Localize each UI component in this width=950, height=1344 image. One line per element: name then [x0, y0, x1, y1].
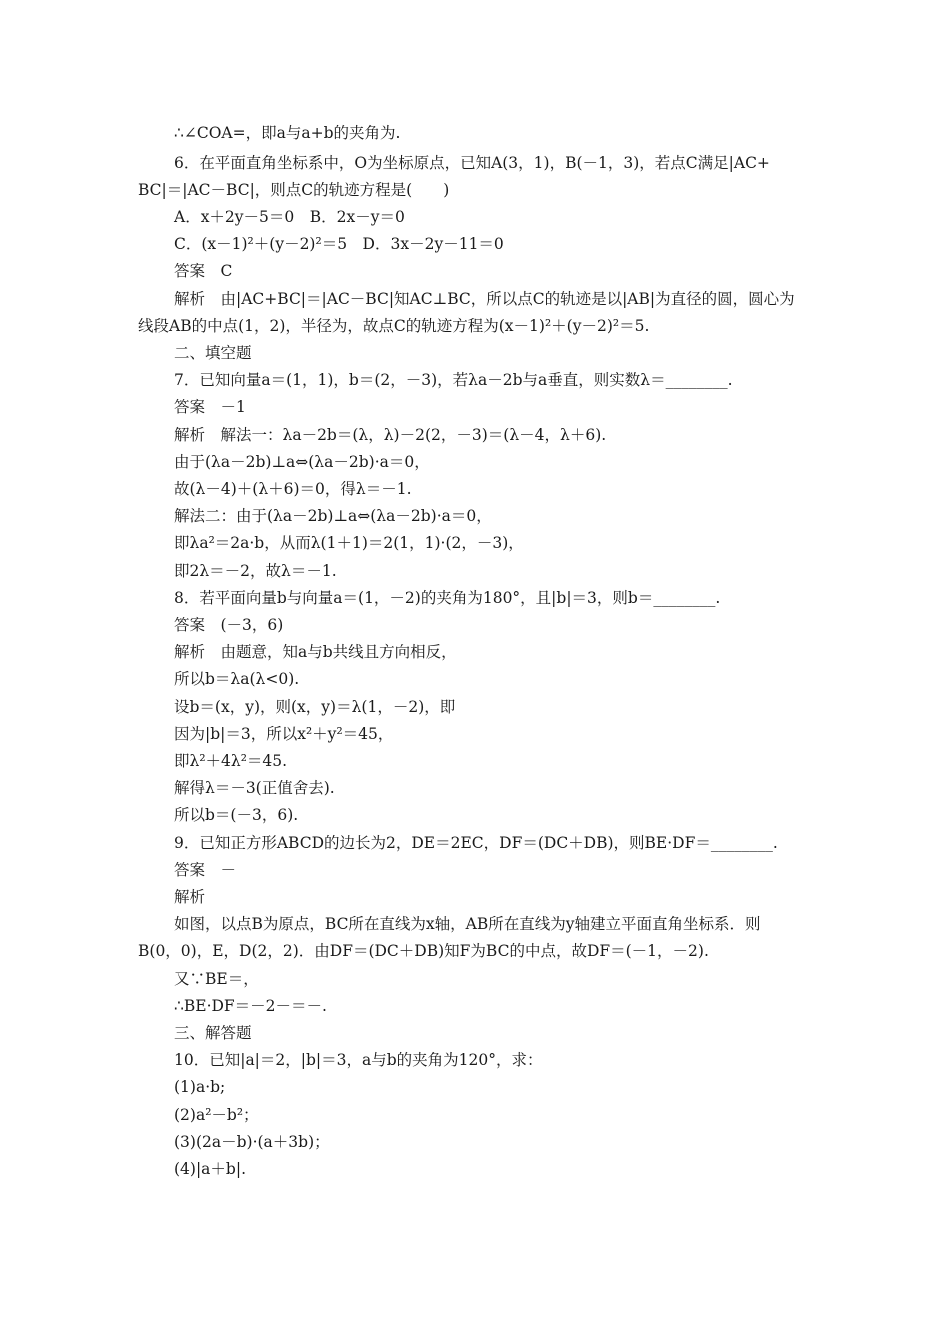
text-line-q10-part1: (1)a·b; — [174, 1078, 226, 1096]
text-line-q10-stem: 10．已知|a|＝2，|b|＝3，a与b的夹角为120°，求： — [174, 1051, 543, 1069]
text-line-coa-angle: ∴∠COA=，即a与a+b的夹角为. — [174, 124, 401, 142]
text-line-q7-answer: 答案 －1 — [174, 398, 246, 416]
text-line-q9-answer: 答案 － — [174, 861, 237, 879]
text-line-q8-stem: 8．若平面向量b与向量a＝(1，－2)的夹角为180°，且|b|＝3，则b＝________. — [174, 589, 721, 607]
text-line-q7-result1: 故(λ－4)＋(λ＋6)＝0，得λ＝－1. — [174, 480, 412, 498]
text-line-q7-result2: 即2λ＝－2，故λ＝－1. — [174, 562, 337, 580]
text-line-q9-analysis-label: 解析 — [174, 888, 206, 906]
text-line-q7-method2: 解法二：由于(λa－2b)⊥a⇔(λa－2b)·a＝0， — [174, 507, 492, 525]
text-line-q8-setup: 设b＝(x，y)，则(x，y)＝λ(1，－2)，即 — [174, 698, 456, 716]
text-line-q8-eq: 即λ²＋4λ²＝45. — [174, 752, 288, 770]
text-line-q8-lambda: 所以b＝λa(λ<0). — [174, 670, 300, 688]
text-line-q7-perp: 由于(λa－2b)⊥a⇔(λa－2b)·a＝0， — [174, 453, 430, 471]
text-line-q6-stem: 6．在平面直角坐标系中，O为坐标原点，已知A(3，1)，B(－1，3)，若点C满足|AC+ — [174, 154, 770, 172]
section-heading-solve: 三、解答题 — [174, 1024, 252, 1042]
text-line-q10-part2: (2)a²－b²； — [174, 1106, 259, 1124]
text-line-q9-result: ∴BE·DF＝－2－＝－. — [174, 997, 327, 1015]
text-line-q9-stem: 9．已知正方形ABCD的边长为2，DE＝2EC，DF＝(DC＋DB)，则BE·DF＝________. — [174, 834, 778, 852]
text-line-q8-norm: 因为|b|＝3，所以x²＋y²＝45， — [174, 725, 394, 743]
text-line-q9-coords-cont: B(0，0)，E，D(2，2)．由DF＝(DC＋DB)知F为BC的中点，故DF＝(－1，－2). — [138, 942, 709, 960]
text-line-q7-method1: 解析 解法一：λa－2b＝(λ，λ)－2(2，－3)＝(λ－4，λ＋6). — [174, 426, 607, 444]
text-line-q9-coords: 如图，以点B为原点，BC所在直线为x轴，AB所在直线为y轴建立平面直角坐标系．则 — [174, 915, 761, 933]
text-line-q8-answer: 答案 (－3，6) — [174, 616, 284, 634]
text-line-q7-stem: 7．已知向量a＝(1，1)，b＝(2，－3)，若λa－2b与a垂直，则实数λ＝________. — [174, 371, 733, 389]
text-line-q8-conclusion: 所以b＝(－3，6). — [174, 806, 299, 824]
text-line-q8-solve: 解得λ＝－3(正值舍去). — [174, 779, 335, 797]
section-heading-fill-blank: 二、填空题 — [174, 344, 252, 362]
text-line-q10-part3: (3)(2a－b)·(a＋3b)； — [174, 1133, 330, 1151]
text-line-q6-answer: 答案 C — [174, 262, 233, 280]
text-line-q6-options-ab: A．x＋2y－5＝0 B．2x－y＝0 — [174, 208, 405, 226]
text-line-q6-analysis: 解析 由|AC+BC|＝|AC－BC|知AC⊥BC，所以点C的轨迹是以|AB|为直径的圆，圆心为 — [174, 290, 795, 308]
text-line-q10-part4: (4)|a＋b|. — [174, 1160, 246, 1178]
text-line-q6-analysis-cont: 线段AB的中点(1，2)，半径为，故点C的轨迹方程为(x－1)²＋(y－2)²＝5. — [138, 317, 650, 335]
text-line-q6-stem-cont: BC|＝|AC－BC|，则点C的轨迹方程是( ) — [138, 181, 450, 199]
text-line-q6-options-cd: C．(x－1)²＋(y－2)²＝5 D．3x－2y－11＝0 — [174, 235, 504, 253]
text-line-q9-be: 又∵BE＝， — [174, 970, 259, 988]
text-line-q8-analysis: 解析 由题意，知a与b共线且方向相反， — [174, 643, 457, 661]
text-line-q7-dot: 即λa²＝2a·b，从而λ(1＋1)＝2(1，1)·(2，－3)， — [174, 534, 524, 552]
